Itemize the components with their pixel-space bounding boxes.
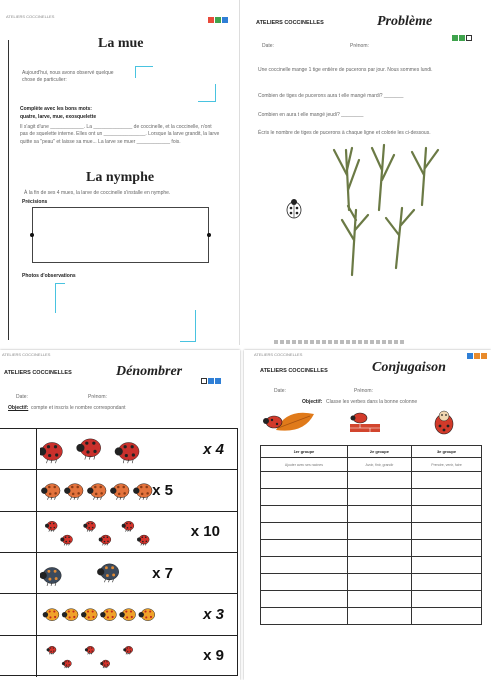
ladybug-icon	[100, 609, 116, 621]
count-label: x 9	[203, 647, 224, 665]
verb-row	[261, 523, 482, 540]
ladybug-icon	[62, 660, 71, 668]
problem-line-4: Écris le nombre de tiges de pucerons à chaque ligne et colorie les ci-dessous.	[258, 130, 431, 136]
verb-cell[interactable]	[412, 540, 482, 557]
ladybug-icon	[64, 484, 83, 500]
verb-cell[interactable]	[412, 574, 482, 591]
square-1	[201, 378, 207, 384]
answer-cell[interactable]	[0, 512, 37, 552]
corner-bracket-top	[135, 66, 153, 78]
precisions-box	[32, 207, 209, 263]
ladybug-icon	[87, 484, 106, 500]
verb-cell[interactable]	[347, 540, 411, 557]
conjugaison-worksheet	[244, 350, 491, 680]
objectif-label: Objectif:	[8, 405, 29, 411]
group-illustrations	[244, 406, 491, 446]
leaf-ladybug-icon	[263, 413, 314, 431]
verb-cell[interactable]	[261, 557, 348, 574]
verb-cell[interactable]	[412, 523, 482, 540]
denombrer-worksheet	[0, 350, 240, 680]
corner-bracket-bottom	[198, 84, 216, 102]
title-conjugaison: Conjugaison	[372, 360, 446, 375]
ladybug-icon	[100, 660, 109, 668]
verb-row	[261, 608, 482, 625]
answer-cell[interactable]	[0, 429, 37, 469]
verb-row	[261, 591, 482, 608]
verb-row	[261, 557, 482, 574]
ladybug-icon	[287, 199, 301, 218]
ladybugs-group	[40, 594, 175, 635]
bottom-cut-text	[274, 340, 404, 344]
title-denombrer: Dénombrer	[116, 364, 183, 379]
prenom-label: Prénom:	[354, 388, 373, 394]
intro-text: Aujourd'hui, nous avons observé quelque chose de particulier:	[22, 70, 114, 84]
verb-cell[interactable]	[347, 506, 411, 523]
count-row	[0, 594, 238, 635]
ladybug-icon	[139, 609, 155, 621]
verb-cell[interactable]	[412, 472, 482, 489]
verb-row	[261, 574, 482, 591]
ladybugs-group	[40, 512, 175, 553]
verb-row	[261, 472, 482, 489]
ladybug-icon	[40, 567, 61, 585]
verb-cell[interactable]	[261, 506, 348, 523]
ladybug-icon	[83, 521, 95, 531]
date-label: Date:	[262, 43, 274, 49]
count-label: x 5	[152, 481, 173, 499]
verb-cell[interactable]	[412, 557, 482, 574]
ladybug-icon	[97, 564, 119, 582]
verb-cell[interactable]	[261, 608, 348, 625]
ladybugs-group	[40, 636, 175, 677]
verb-cell[interactable]	[347, 591, 411, 608]
ladybug-icon	[137, 535, 149, 545]
header-tag: ATELIERS COCCINELLES	[4, 370, 72, 376]
objectif-text: Classe les verbes dans la bonne colonne	[326, 399, 418, 405]
count-label: x 10	[190, 523, 220, 541]
count-row	[0, 553, 238, 594]
ladybug-icon	[133, 484, 152, 500]
photo-bracket-top	[55, 283, 65, 313]
square-3	[215, 378, 221, 384]
square-2	[474, 353, 480, 359]
verb-cell[interactable]	[347, 557, 411, 574]
verb-cell[interactable]	[412, 591, 482, 608]
ladybug-icon	[40, 442, 62, 463]
square-2	[208, 378, 214, 384]
stem-3-icon	[412, 148, 438, 205]
date-label: Date:	[274, 388, 286, 394]
objectif-text: compte et inscris le nombre correspondant	[31, 405, 126, 411]
col-header-1: 1er groupe	[261, 446, 348, 458]
verb-cell[interactable]	[261, 591, 348, 608]
answer-cell[interactable]	[0, 594, 37, 634]
count-row	[0, 429, 238, 470]
ladybug-icon	[76, 439, 100, 460]
precisions-marker-right	[207, 233, 211, 237]
verb-cell[interactable]	[412, 489, 482, 506]
ladybug-icon	[41, 484, 60, 500]
header-tag: ATELIERS COCCINELLES	[256, 20, 324, 26]
mue-worksheet	[0, 0, 240, 345]
stem-5-icon	[386, 208, 414, 268]
verb-cell[interactable]	[412, 608, 482, 625]
precisions-marker-left	[30, 233, 34, 237]
prenom-label: Prénom:	[350, 43, 369, 49]
verb-cell[interactable]	[347, 523, 411, 540]
header-tag: ATELIERS COCCINELLES	[260, 368, 328, 374]
verb-cell[interactable]	[347, 574, 411, 591]
col-header-3: 3e groupe	[412, 446, 482, 458]
count-label: x 7	[152, 564, 173, 582]
answer-cell[interactable]	[0, 470, 37, 510]
fill-text: Il s'agit d'une ____________. La ______________ de coccinelle, et la coccinelle, n'ont pas de squelette interne. Elles ont un _______________. Lorsque la larve grandit, la larve quitte sa "peau" et laisse sa mue... La larve se muer ____________ fois.	[20, 124, 220, 145]
square-3	[222, 17, 228, 23]
title-probleme: Problème	[377, 14, 433, 29]
cartoon-ladybug-icon	[435, 411, 453, 434]
answer-cell[interactable]	[0, 553, 37, 593]
title-nymphe: La nymphe	[86, 170, 155, 185]
title-mue: La mue	[98, 36, 144, 51]
precisions-label: Précisions	[22, 199, 48, 205]
verb-cell[interactable]	[261, 489, 348, 506]
square-2	[459, 35, 465, 41]
ladybug-icon	[62, 609, 78, 621]
ladybug-icon	[45, 521, 57, 531]
photos-label: Photos d'observations	[22, 273, 76, 279]
ladybug-icon	[122, 521, 134, 531]
verb-cell[interactable]	[261, 523, 348, 540]
square-1	[467, 353, 473, 359]
square-3	[466, 35, 472, 41]
square-2	[215, 17, 221, 23]
problem-line-1: Une coccinelle mange 1 tige entière de pucerons par jour. Nous sommes lundi.	[258, 67, 433, 73]
col-header-2: 2e groupe	[347, 446, 411, 458]
ladybug-icon	[119, 609, 135, 621]
verb-cell[interactable]	[347, 608, 411, 625]
verb-row	[261, 489, 482, 506]
count-row	[0, 470, 238, 511]
verb-table	[260, 445, 482, 625]
stem-1-icon	[334, 148, 359, 210]
left-margin-line	[8, 40, 9, 340]
words-list: quatre, larve, mue, exosquelette	[20, 114, 97, 120]
count-row	[0, 636, 238, 677]
photo-bracket-bottom	[180, 310, 196, 342]
verb-cell[interactable]	[347, 472, 411, 489]
example-cell-3: Prendre, venir, faire	[412, 458, 482, 472]
verb-cell[interactable]	[261, 574, 348, 591]
nymphe-text: À la fin de ses 4 mues, la larve de coccinelle s'installe en nymphe.	[24, 190, 171, 196]
ladybug-icon	[47, 646, 56, 654]
verb-cell[interactable]	[261, 540, 348, 557]
ladybug-icon	[60, 535, 72, 545]
verb-row	[261, 506, 482, 523]
header-mini: ATELIERS COCCINELLES	[2, 352, 51, 357]
prenom-label: Prénom:	[88, 394, 107, 400]
square-3	[481, 353, 487, 359]
example-cell-2: Avoir, finir, grandir	[347, 458, 411, 472]
verb-cell[interactable]	[347, 489, 411, 506]
count-label: x 3	[203, 605, 224, 623]
ladybug-icon	[81, 609, 97, 621]
header-row	[261, 446, 482, 458]
square-1	[452, 35, 458, 41]
ladybug-icon	[110, 484, 129, 500]
ladybug-icon	[43, 609, 59, 621]
objectif-label: Objectif:	[302, 399, 323, 405]
probleme-worksheet	[244, 0, 491, 345]
date-label: Date:	[16, 394, 28, 400]
stem-4-icon	[342, 206, 368, 275]
aphid-stems-illustration	[244, 140, 491, 280]
verb-row	[261, 540, 482, 557]
answer-cell[interactable]	[0, 636, 37, 677]
brick-ladybug-icon	[350, 413, 380, 432]
count-label: x 4	[203, 440, 224, 458]
count-row	[0, 512, 238, 553]
ladybug-icon	[85, 646, 94, 654]
example-row	[261, 458, 482, 472]
header-mini: ATELIERS COCCINELLES	[254, 352, 303, 357]
ladybug-icon	[115, 442, 139, 463]
stem-2-icon	[372, 145, 394, 210]
problem-line-3: Combien en aura t elle mangé jeudi? ________	[258, 112, 364, 118]
ladybug-icon	[99, 535, 111, 545]
verb-cell[interactable]	[261, 472, 348, 489]
ladybugs-group	[40, 429, 175, 470]
complete-heading: Complète avec les bons mots:	[20, 106, 92, 112]
header-tag: ATELIERS COCCINELLES	[6, 14, 55, 19]
verb-cell[interactable]	[412, 506, 482, 523]
example-cell-1: Ajouter avec ses racines	[261, 458, 348, 472]
square-1	[208, 17, 214, 23]
problem-line-2: Combien de tiges de pucerons aura t elle mangé mardi? _______	[258, 93, 404, 99]
ladybug-icon	[123, 646, 132, 654]
counting-table	[0, 428, 238, 676]
